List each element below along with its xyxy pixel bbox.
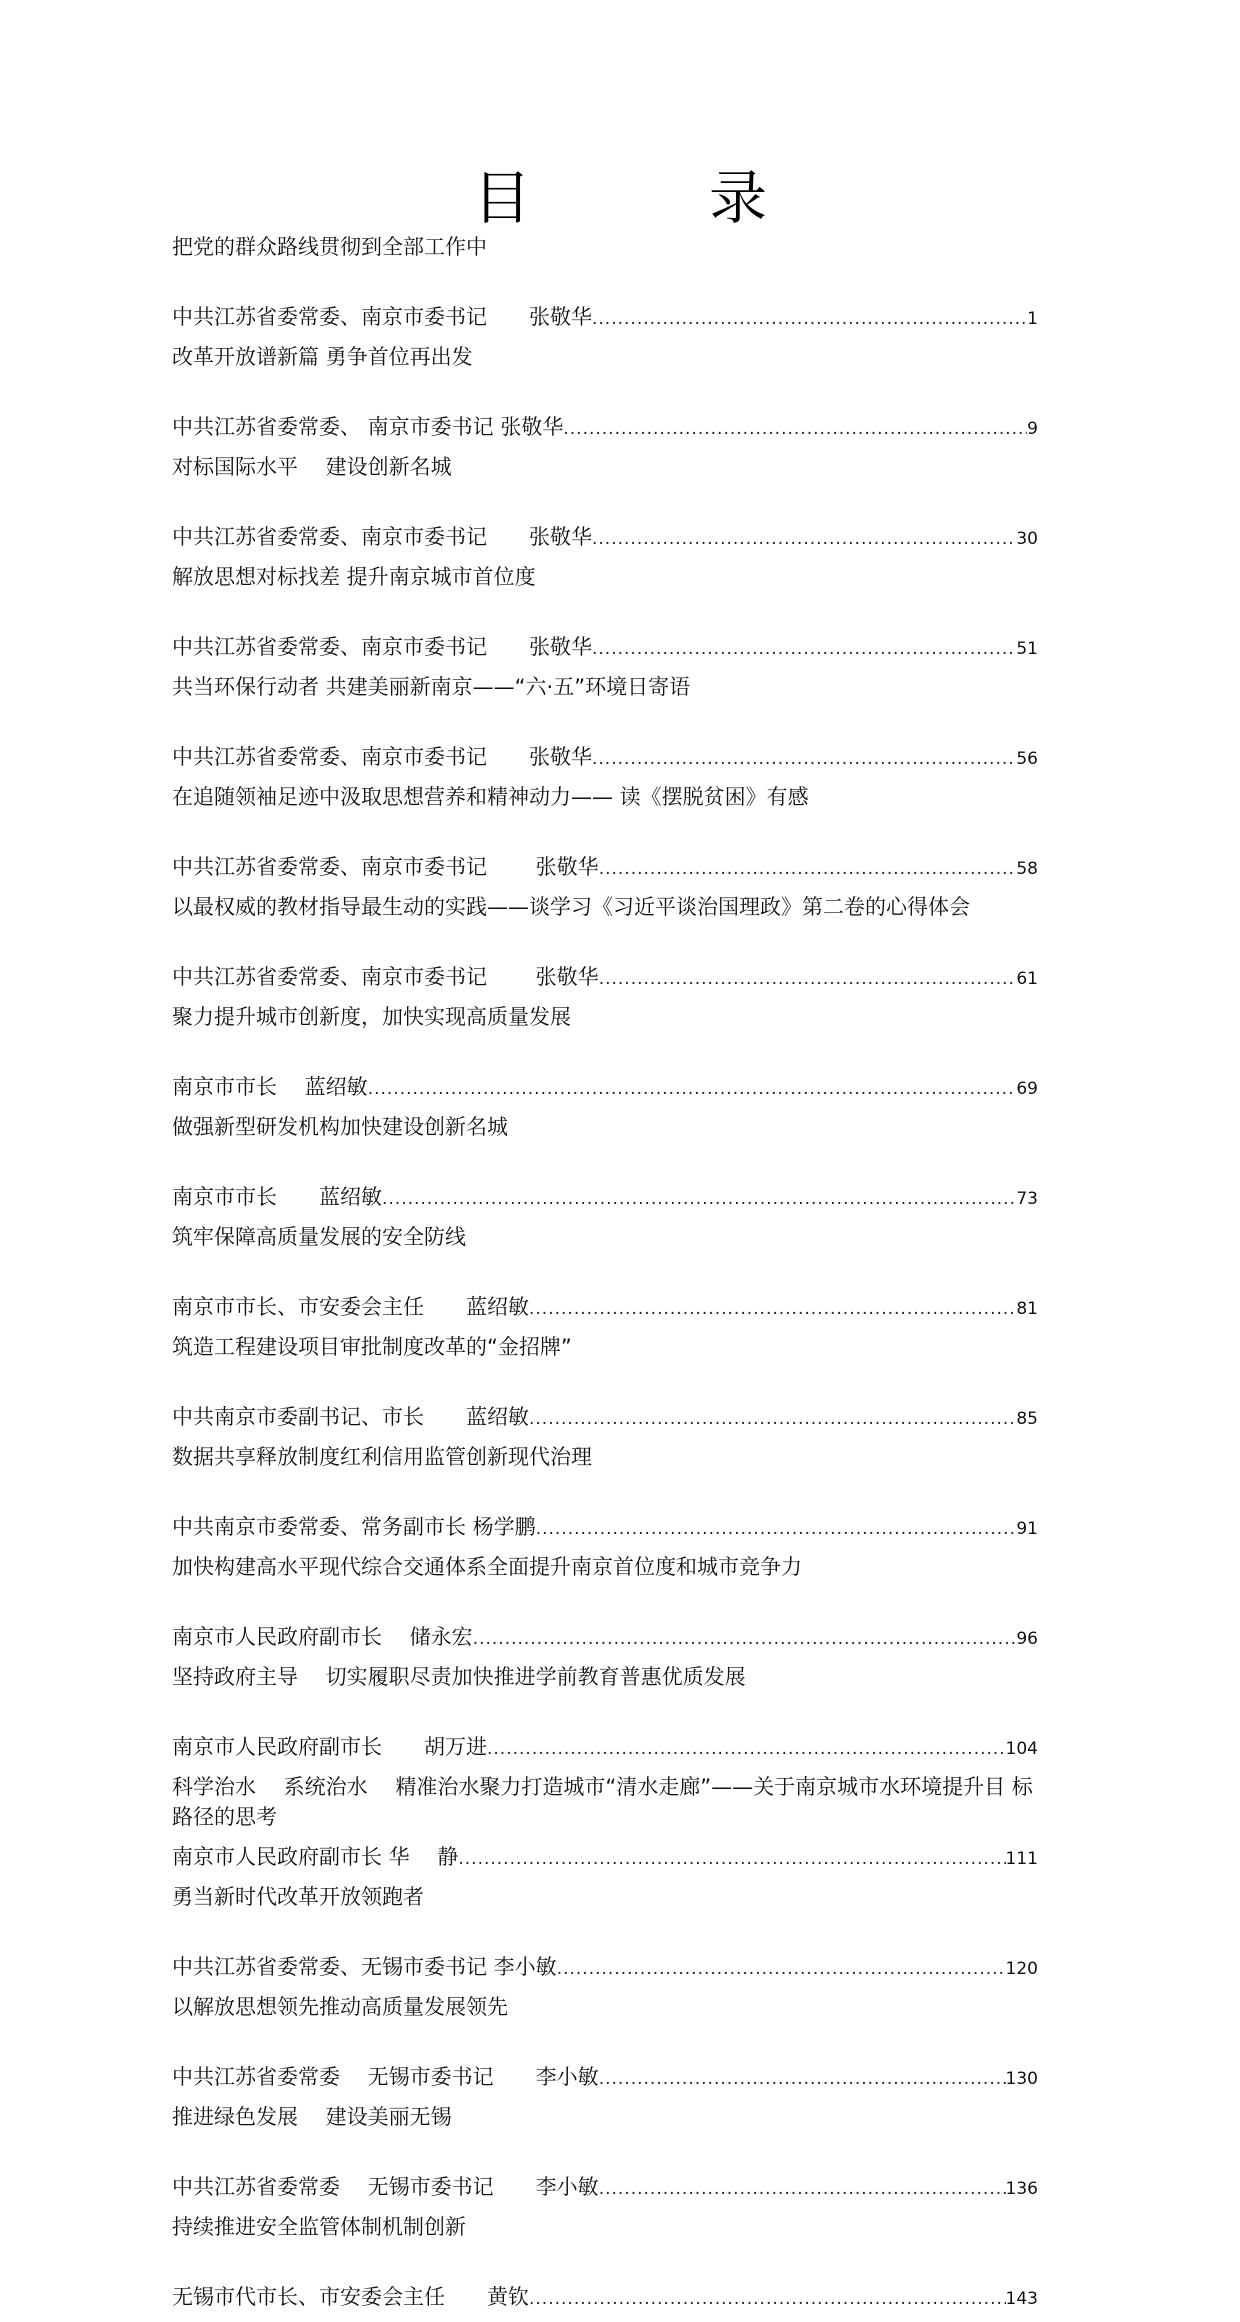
entry-page-number: 96	[1016, 1629, 1038, 1649]
entry-title: 以解放思想领先推动高质量发展领先	[172, 1995, 508, 2019]
entry-title: 持续推进安全监管体制机制创新	[172, 2215, 466, 2239]
entry-author-line	[172, 2282, 1038, 2312]
toc-entry	[172, 1112, 1038, 1212]
entry-author-line	[172, 1402, 1038, 1432]
entry-page-number: 61	[1016, 969, 1038, 989]
entry-title: 科学治水 系统治水 精准治水聚力打造城市“清水走廊”——关于南京城市水环境提升目 标路径的思考	[172, 1775, 1033, 1829]
toc-entry	[172, 452, 1038, 552]
entry-page-number: 85	[1016, 1409, 1038, 1429]
entry-title: 加快构建高水平现代综合交通体系全面提升南京首位度和城市竞争力	[172, 1555, 802, 1579]
toc-entry	[172, 2212, 1038, 2312]
entry-author-line	[172, 1512, 1038, 1542]
entry-page-number: 130	[1005, 2069, 1038, 2089]
dot-leader	[599, 964, 1017, 994]
dot-leader	[592, 744, 1016, 774]
entry-author-line	[172, 632, 1038, 662]
entry-author-line	[172, 1842, 1038, 1872]
entry-title: 勇当新时代改革开放领跑者	[172, 1885, 424, 1909]
dot-leader	[529, 1404, 1016, 1434]
entry-author: 中共江苏省委常委 无锡市委书记 李小敏	[172, 2175, 599, 2199]
dot-leader	[487, 1734, 1006, 1764]
entry-title: 聚力提升城市创新度，加快实现高质量发展	[172, 1005, 571, 1029]
entry-author-line	[172, 2172, 1038, 2202]
dot-leader	[458, 1844, 1005, 1874]
dot-leader	[382, 1184, 1016, 1214]
entry-author: 中共南京市委常委、常务副市长 杨学鹏	[172, 1515, 536, 1539]
entry-page-number: 51	[1016, 639, 1038, 659]
toc-entry	[172, 1002, 1038, 1102]
entry-author: 中共南京市委副书记、市长 蓝绍敏	[172, 1405, 529, 1429]
entry-title: 做强新型研发机构加快建设创新名城	[172, 1115, 508, 1139]
entry-author-line	[172, 1622, 1038, 1652]
entry-author: 南京市市长 蓝绍敏	[172, 1075, 368, 1099]
entry-author-line	[172, 852, 1038, 882]
dot-leader	[557, 1954, 1006, 1984]
dot-leader	[599, 2064, 1006, 2094]
toc-entry	[172, 232, 1038, 332]
entry-title: 解放思想对标找差 提升南京城市首位度	[172, 565, 536, 589]
entry-author: 中共江苏省委常委、无锡市委书记 李小敏	[172, 1955, 557, 1979]
entry-author: 中共江苏省委常委、南京市委书记 张敬华	[172, 635, 592, 659]
toc-entry	[172, 1442, 1038, 1542]
dot-leader	[592, 634, 1016, 664]
entry-author: 南京市市长 蓝绍敏	[172, 1185, 382, 1209]
entry-page-number: 104	[1005, 1739, 1038, 1759]
entry-page-number: 111	[1005, 1849, 1038, 1869]
toc-entry	[172, 1992, 1038, 2092]
dot-leader	[592, 524, 1016, 554]
entry-title: 共当环保行动者 共建美丽新南京——“六·五”环境日寄语	[172, 675, 691, 699]
entry-title: 筑造工程建设项目审批制度改革的“金招牌”	[172, 1335, 572, 1359]
entry-author-line	[172, 412, 1038, 442]
toc-entry	[172, 1882, 1038, 1982]
entry-title: 坚持政府主导 切实履职尽责加快推进学前教育普惠优质发展	[172, 1665, 746, 1689]
dot-leader	[599, 854, 1017, 884]
entry-title: 改革开放谱新篇 勇争首位再出发	[172, 345, 473, 369]
entry-author-line	[172, 2062, 1038, 2092]
entry-page-number: 56	[1016, 749, 1038, 769]
entry-author-line	[172, 1732, 1038, 1762]
entry-author: 中共江苏省委常委 无锡市委书记 李小敏	[172, 2065, 599, 2089]
entry-author: 中共江苏省委常委、南京市委书记 张敬华	[172, 745, 592, 769]
entry-author: 中共江苏省委常委、南京市委书记 张敬华	[172, 855, 599, 879]
entry-page-number: 58	[1016, 859, 1038, 879]
entry-title: 数据共享释放制度红利信用监管创新现代治理	[172, 1445, 592, 1469]
entry-author-line	[172, 1292, 1038, 1322]
toc-entry	[172, 782, 1038, 882]
entry-author-line	[172, 1182, 1038, 1212]
entry-page-number: 136	[1005, 2179, 1038, 2199]
dot-leader	[529, 1294, 1016, 1324]
entry-author-line	[172, 522, 1038, 552]
entry-title: 对标国际水平 建设创新名城	[172, 455, 452, 479]
toc-entry	[172, 2102, 1038, 2202]
toc-entry	[172, 1222, 1038, 1322]
entry-page-number: 120	[1005, 1959, 1038, 1979]
entry-page-number: 143	[1005, 2289, 1038, 2309]
entry-author-line	[172, 1952, 1038, 1982]
entry-title: 筑牢保障高质量发展的安全防线	[172, 1225, 466, 1249]
dot-leader	[599, 2174, 1006, 2204]
entry-author-line	[172, 302, 1038, 332]
toc-entry	[172, 1552, 1038, 1652]
dot-leader	[529, 2284, 1006, 2314]
table-of-contents	[172, 232, 1038, 2322]
page-title: 目 录	[472, 164, 827, 232]
toc-entry	[172, 342, 1038, 442]
entry-page-number: 1	[1027, 309, 1038, 329]
toc-entry	[172, 1332, 1038, 1432]
entry-author-line	[172, 962, 1038, 992]
entry-title: 推进绿色发展 建设美丽无锡	[172, 2105, 452, 2129]
entry-title: 以最权威的教材指导最生动的实践——谈学习《习近平谈治国理政》第二卷的心得体会	[172, 895, 970, 919]
entry-page-number: 69	[1016, 1079, 1038, 1099]
entry-author: 南京市市长、市安委会主任 蓝绍敏	[172, 1295, 529, 1319]
entry-author-line	[172, 1072, 1038, 1102]
entry-title: 在追随领袖足迹中汲取思想营养和精神动力—— 读《摆脱贫困》有感	[172, 785, 809, 809]
dot-leader	[473, 1624, 1017, 1654]
dot-leader	[592, 304, 1027, 334]
dot-leader	[536, 1514, 1017, 1544]
entry-author: 中共江苏省委常委、 南京市委书记 张敬华	[172, 415, 564, 439]
dot-leader	[368, 1074, 1017, 1104]
entry-author: 南京市人民政府副市长 胡万进	[172, 1735, 487, 1759]
entry-page-number: 91	[1016, 1519, 1038, 1539]
entry-author-line	[172, 742, 1038, 772]
entry-author: 中共江苏省委常委、南京市委书记 张敬华	[172, 525, 592, 549]
entry-author: 无锡市代市长、市安委会主任 黄钦	[172, 2285, 529, 2309]
entry-page-number: 81	[1016, 1299, 1038, 1319]
entry-author: 南京市人民政府副市长 储永宏	[172, 1625, 473, 1649]
entry-author: 南京市人民政府副市长 华 静	[172, 1845, 459, 1869]
entry-page-number: 9	[1027, 419, 1038, 439]
entry-author: 中共江苏省委常委、南京市委书记 张敬华	[172, 965, 599, 989]
entry-page-number: 30	[1016, 529, 1038, 549]
toc-entry	[172, 892, 1038, 992]
toc-entry	[172, 1662, 1038, 1762]
toc-entry	[172, 1772, 1038, 1872]
entry-author: 中共江苏省委常委、南京市委书记 张敬华	[172, 305, 592, 329]
entry-page-number: 73	[1016, 1189, 1038, 1209]
entry-title: 把党的群众路线贯彻到全部工作中	[172, 235, 487, 259]
dot-leader	[563, 414, 1027, 444]
toc-entry	[172, 672, 1038, 772]
toc-entry	[172, 562, 1038, 662]
